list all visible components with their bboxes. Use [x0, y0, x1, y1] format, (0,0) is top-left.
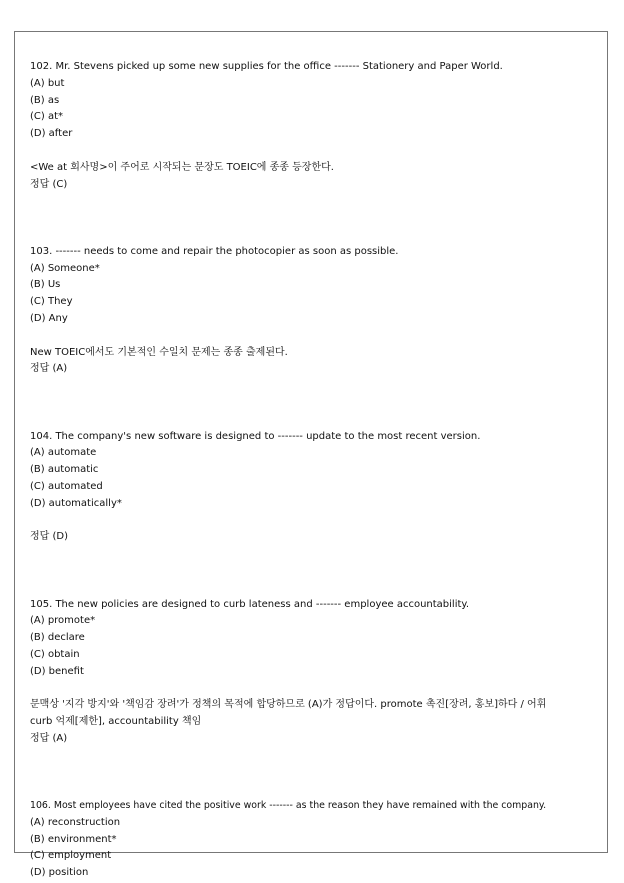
question-102 — [30, 59, 595, 193]
option-b: (B) declare — [30, 632, 85, 644]
answer-text: 정답 (A) — [30, 732, 68, 744]
answer-text: 정답 (D) — [30, 531, 69, 543]
option-b: (B) as — [30, 94, 60, 106]
option-b: (B) environment* — [30, 833, 117, 845]
option-a: (A) reconstruction — [30, 816, 121, 828]
question-104 — [30, 429, 595, 547]
answer-text: 정답 (C) — [30, 178, 68, 190]
option-d: (D) Any — [30, 312, 68, 324]
question-stem: 104. The company's new software is designed to ------- update to the most recent version. — [30, 430, 481, 442]
answer-text: 정답 (A) — [30, 363, 68, 375]
option-b: (B) Us — [30, 279, 61, 291]
question-105 — [30, 597, 595, 748]
question-stem: 103. ------- needs to come and repair the photocopier as soon as possible. — [30, 245, 399, 257]
option-d: (D) benefit — [30, 665, 84, 677]
option-d: (D) position — [30, 867, 89, 879]
option-c: (C) obtain — [30, 648, 80, 660]
explanation-text: 문맥상 '지각 방지'와 '책임감 장려'가 정책의 목적에 합당하므로 (A)가 정답이다. promote 촉진[장려, 홍보]하다 / 어휘 — [30, 699, 547, 711]
option-c: (C) employment — [30, 850, 112, 862]
option-d: (D) after — [30, 128, 73, 140]
explanation-text: <We at 회사명>이 주어로 시작되는 문장도 TOEIC에 종종 등장한다. — [30, 161, 334, 173]
question-106 — [30, 798, 595, 882]
vocabulary-text: curb 억제[제한], accountability 책임 — [30, 716, 202, 728]
explanation-text: New TOEIC에서도 기본적인 수일치 문제는 종종 출제된다. — [30, 346, 288, 358]
option-c: (C) automated — [30, 480, 103, 492]
question-stem: 106. Most employees have cited the positive work ------- as the reason they have remained with the company. — [30, 800, 547, 812]
question-103 — [30, 244, 595, 378]
option-c: (C) They — [30, 296, 73, 308]
option-a: (A) Someone* — [30, 262, 100, 274]
option-c: (C) at* — [30, 111, 64, 123]
option-b: (B) automatic — [30, 464, 99, 476]
option-d: (D) automatically* — [30, 497, 122, 509]
document-content — [30, 59, 595, 882]
option-a: (A) but — [30, 77, 65, 89]
option-a: (A) automate — [30, 447, 97, 459]
question-stem: 105. The new policies are designed to curb lateness and ------- employee accountability. — [30, 598, 470, 610]
option-a: (A) promote* — [30, 615, 96, 627]
question-stem: 102. Mr. Stevens picked up some new supplies for the office ------- Stationery and Paper World. — [30, 61, 503, 72]
